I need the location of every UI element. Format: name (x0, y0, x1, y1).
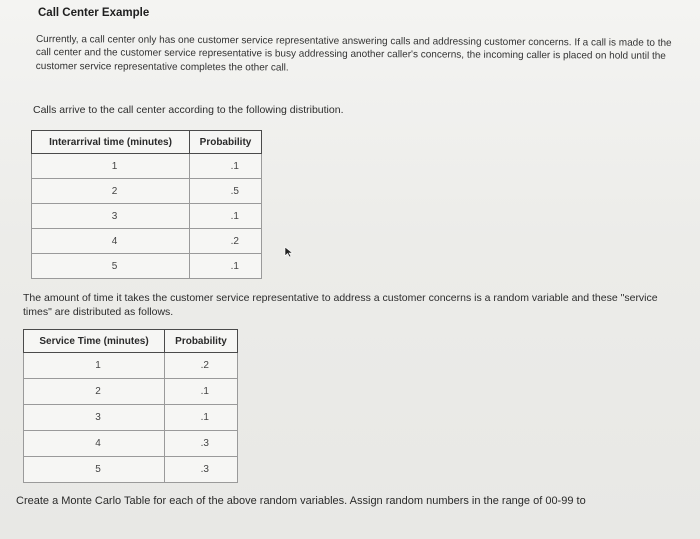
probability-cell: .1 (165, 379, 238, 405)
table-row (32, 229, 262, 254)
interarrival-time-cell: 1 (32, 154, 190, 179)
interarrival-time-cell: 5 (32, 254, 190, 279)
probability-header: Probability (165, 330, 238, 353)
table-header-row (24, 330, 238, 353)
probability-cell: .3 (165, 431, 238, 457)
service-time-header: Service Time (minutes) (24, 330, 165, 353)
service-time-cell: 4 (24, 431, 165, 457)
interarrival-time-cell: 4 (32, 229, 190, 254)
table-row (32, 254, 262, 279)
mouse-pointer-icon (284, 246, 294, 258)
interarrival-time-cell: 2 (32, 179, 190, 204)
table-header-row (32, 131, 262, 154)
probability-header: Probability (190, 131, 262, 154)
table-row (24, 405, 238, 431)
service-time-cell: 5 (24, 457, 165, 483)
table-row (24, 457, 238, 483)
probability-cell: .1 (190, 254, 262, 279)
probability-cell: .5 (190, 179, 262, 204)
table-row (24, 379, 238, 405)
table-row (32, 204, 262, 229)
probability-cell: .2 (165, 353, 238, 379)
interarrival-distribution-table (31, 130, 262, 279)
service-time-description: The amount of time it takes the customer service representative to address a customer concerns is a random variable and these "service times" are distributed as follows. (23, 292, 658, 318)
instruction-text: Create a Monte Carlo Table for each of the above random variables. Assign random numbers in the range of 00-99 to (16, 495, 586, 507)
service-time-cell: 3 (24, 405, 165, 431)
service-time-cell: 1 (24, 353, 165, 379)
table-row (32, 154, 262, 179)
document-title: Call Center Example (38, 7, 150, 19)
probability-cell: .3 (165, 457, 238, 483)
problem-description: Currently, a call center only has one customer service representative answering calls and addressing customer concerns. If a call is made to the call center and the customer service representative is busy addressing another caller's concerns, the incoming caller is placed on hold until the customer service representative completes the other call. (35, 33, 672, 74)
table-row (24, 353, 238, 379)
service-time-cell: 2 (24, 379, 165, 405)
probability-cell: .1 (190, 154, 262, 179)
probability-cell: .2 (190, 229, 262, 254)
probability-cell: .1 (190, 204, 262, 229)
table-row (32, 179, 262, 204)
interarrival-time-header: Interarrival time (minutes) (32, 131, 190, 154)
probability-cell: .1 (165, 405, 238, 431)
interarrival-intro-text: Calls arrive to the call center according to the following distribution. (33, 104, 344, 116)
interarrival-time-cell: 3 (32, 204, 190, 229)
service-time-distribution-table (23, 329, 238, 483)
table-row (24, 431, 238, 457)
